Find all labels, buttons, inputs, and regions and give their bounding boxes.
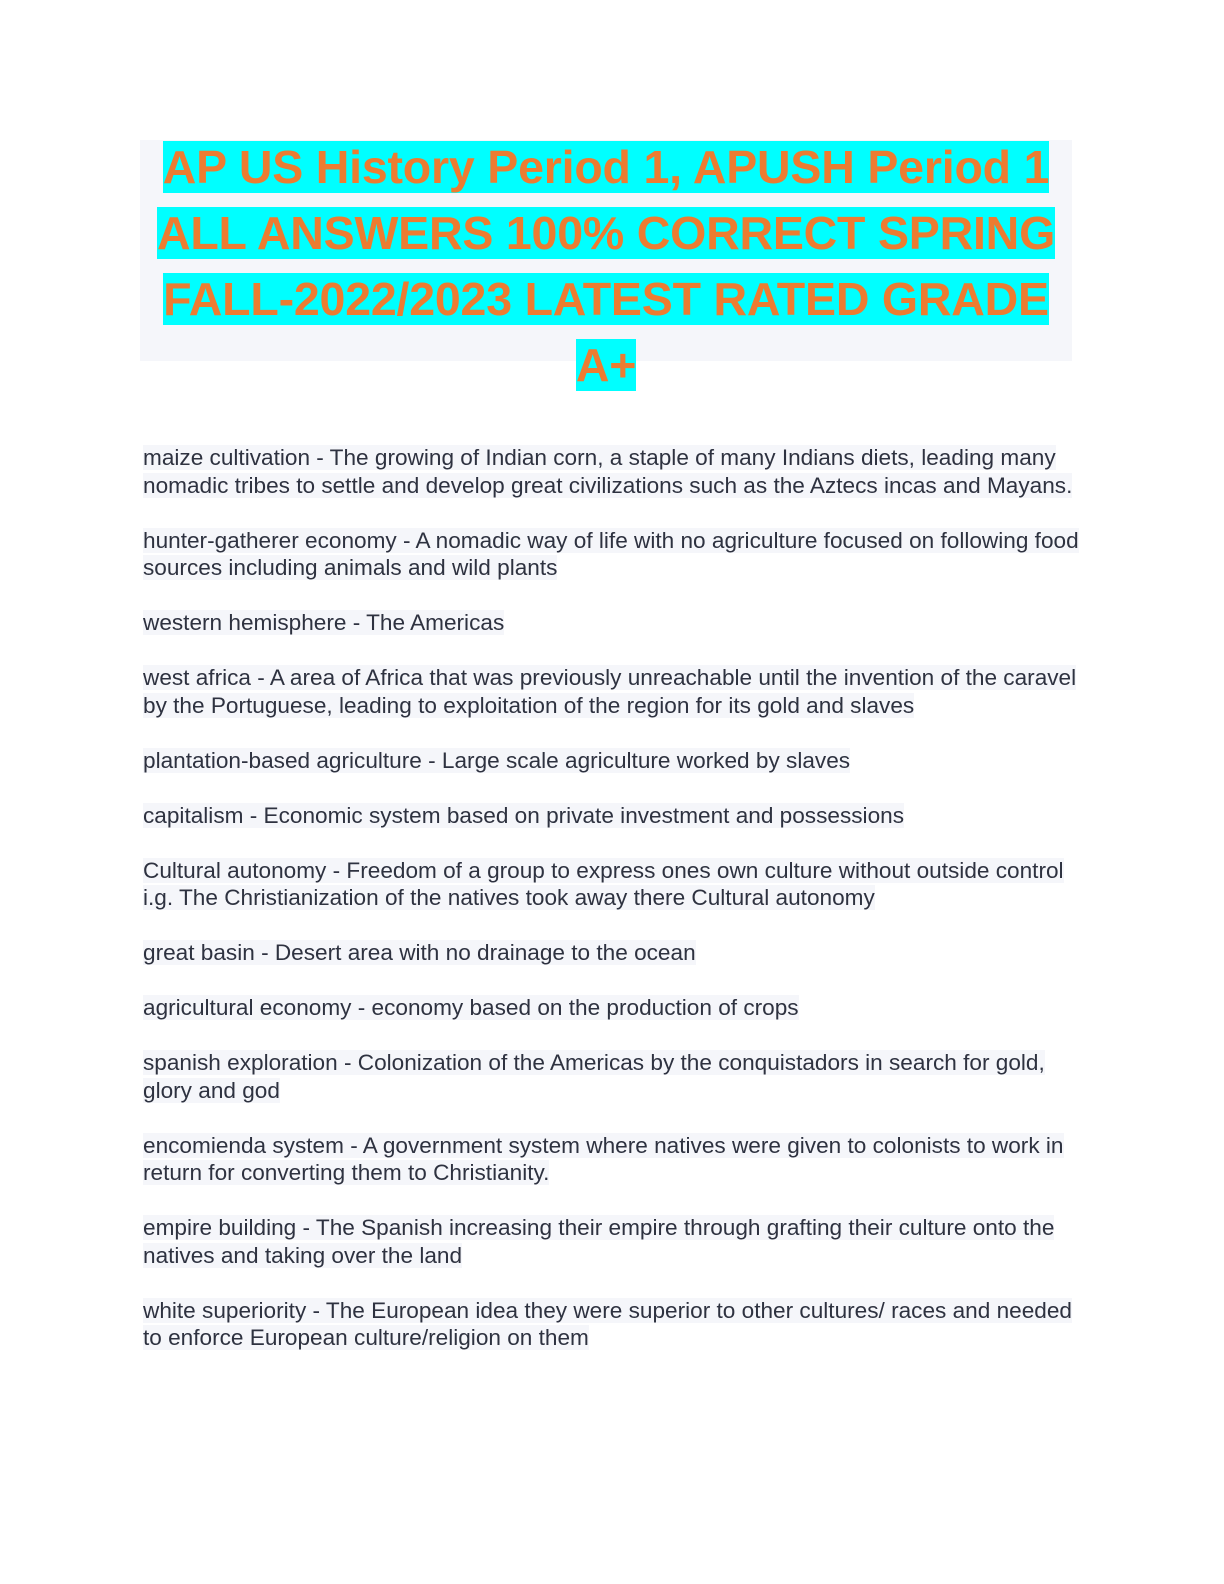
term-list [143, 444, 1083, 1379]
term-entry [143, 747, 1083, 775]
term-entry-text: western hemisphere - The Americas [143, 610, 505, 635]
term-entry-text: great basin - Desert area with no drainage to the ocean [143, 940, 696, 965]
term-entry [143, 664, 1083, 719]
term-entry [143, 857, 1083, 912]
term-entry-text: maize cultivation - The growing of Indian corn, a staple of many Indians diets, leading many nomadic tribes to settle and develop great civilizations such as the Aztecs incas and Mayans. [143, 445, 1073, 498]
term-entry-text: west africa - A area of Africa that was previously unreachable until the invention of the caravel by the Portuguese, leading to exploitation of the region for its gold and slaves [143, 665, 1077, 718]
term-entry [143, 802, 1083, 830]
term-entry [143, 1297, 1083, 1352]
term-entry-text: white superiority - The European idea they were superior to other cultures/ races and needed to enforce European culture/religion on them [143, 1297, 1072, 1350]
term-entry [143, 939, 1083, 967]
document-title: AP US History Period 1, APUSH Period 1 ALL ANSWERS 100% CORRECT SPRING FALL-2022/2023 LATEST RATED GRADE A+ [156, 141, 1056, 391]
term-entry [143, 609, 1083, 637]
term-entry-text: hunter-gatherer economy - A nomadic way of life with no agriculture focused on following food sources including animals and wild plants [143, 527, 1079, 580]
term-entry [143, 1214, 1083, 1269]
term-entry-text: agricultural economy - economy based on the production of crops [143, 995, 799, 1020]
term-entry [143, 1049, 1083, 1104]
term-entry [143, 527, 1083, 582]
term-entry-text: plantation-based agriculture - Large scale agriculture worked by slaves [143, 747, 851, 773]
term-entry-text: empire building - The Spanish increasing their empire through grafting their culture onto the natives and taking over the land [143, 1215, 1055, 1268]
term-entry-text: spanish exploration - Colonization of the Americas by the conquistadors in search for gold, glory and god [143, 1050, 1045, 1103]
term-entry-text: capitalism - Economic system based on private investment and possessions [143, 802, 905, 828]
term-entry-text: encomienda system - A government system where natives were given to colonists to work in return for converting them to Christianity. [143, 1132, 1064, 1185]
term-entry [143, 994, 1083, 1022]
term-entry [143, 444, 1083, 499]
title-block [140, 140, 1072, 391]
term-entry-text: Cultural autonomy - Freedom of a group to express ones own culture without outside control i.g. The Christianization of the natives took away there Cultural autonomy [143, 857, 1064, 910]
term-entry [143, 1132, 1083, 1187]
